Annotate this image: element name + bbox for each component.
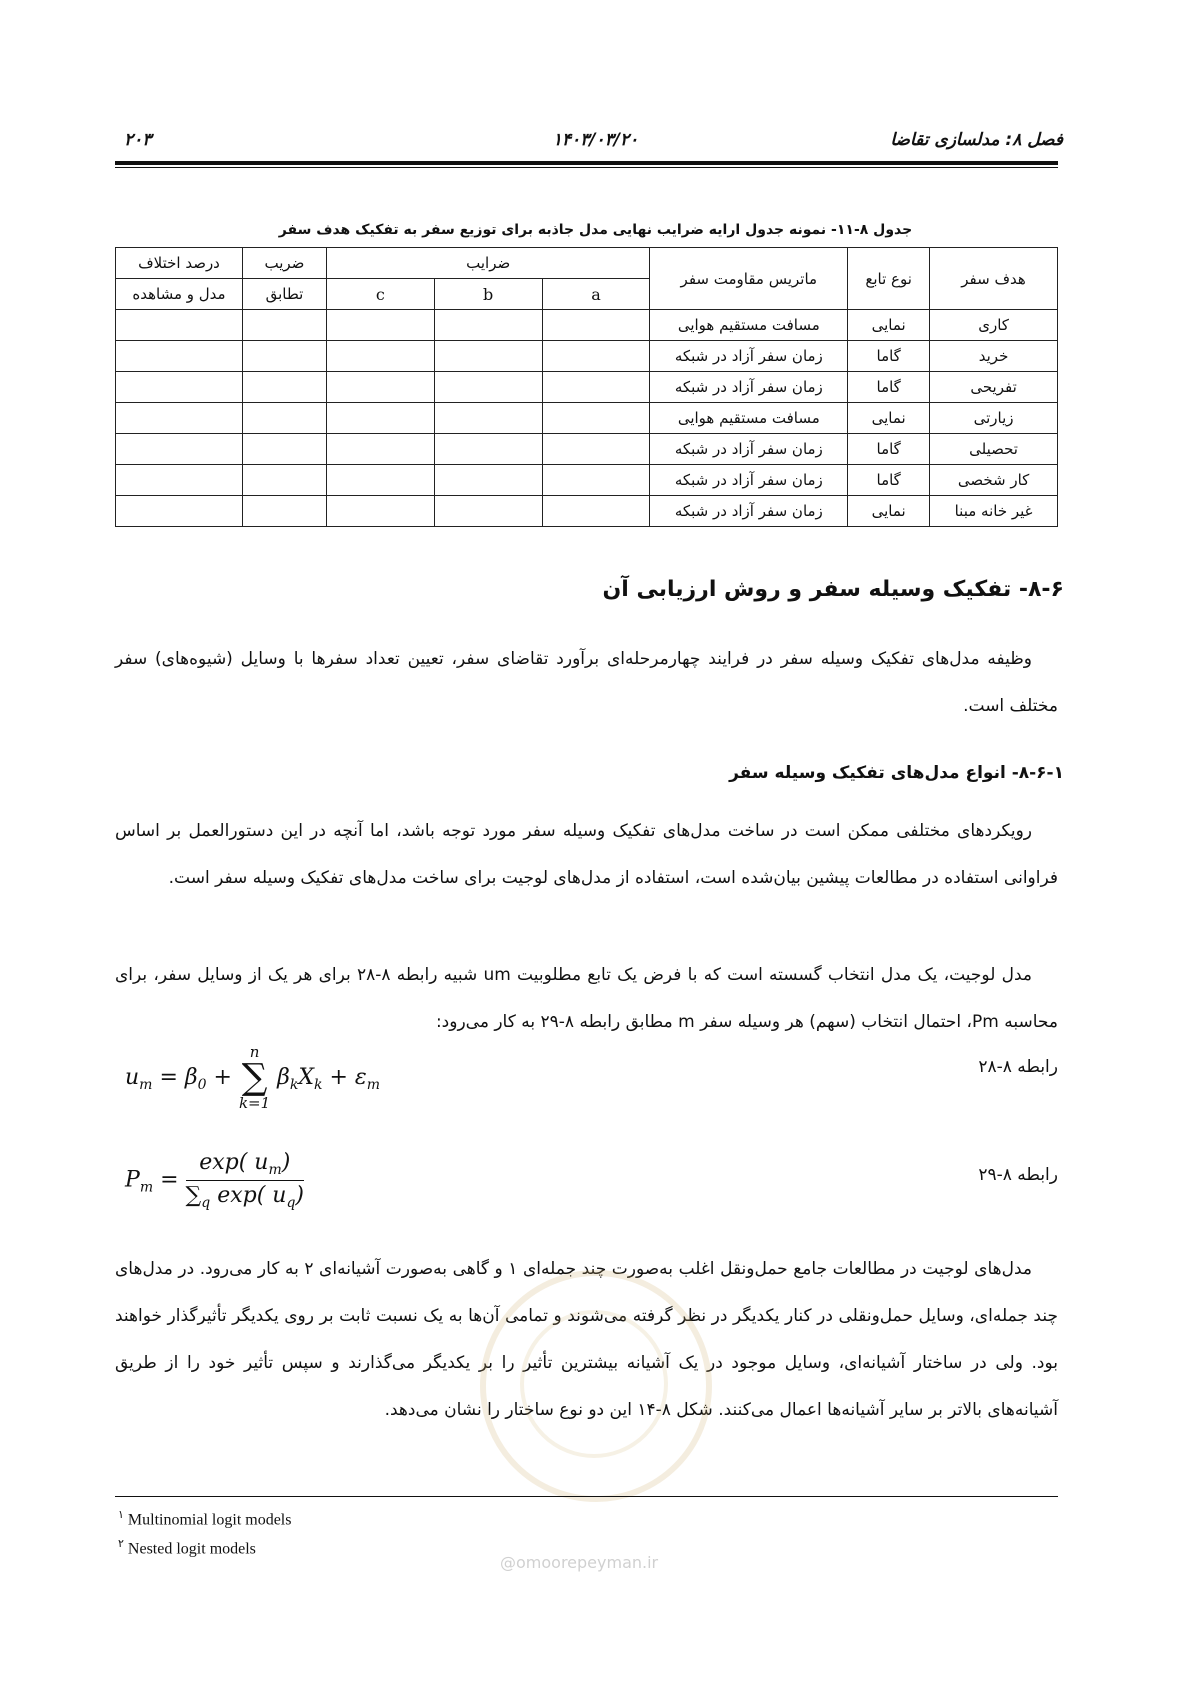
header-coef-c: c (326, 279, 434, 310)
cell-empty (542, 434, 650, 465)
footnote-1-num: ۱ (118, 1509, 124, 1521)
cell-function: گاما (848, 341, 930, 372)
paragraph-logit (115, 952, 1058, 1046)
equation-label-29: رابطه ۸-۲۹ (978, 1165, 1058, 1185)
cell-matrix: زمان سفر آزاد در شبکه (650, 434, 848, 465)
table-row (116, 403, 1058, 434)
header-coef-a: a (542, 279, 650, 310)
header-diff-line1: درصد اختلاف (116, 248, 243, 279)
cell-matrix: زمان سفر آزاد در شبکه (650, 341, 848, 372)
section-heading: ۸-۶- تفکیک وسیله سفر و روش ارزیابی آن (602, 577, 1064, 602)
cell-empty (434, 310, 542, 341)
footnote-1-text: Multinomial logit models (127, 1511, 292, 1529)
cell-empty (242, 310, 326, 341)
equation-utility: $u_m = \beta_0$ + n ∑ k=1 $\beta_kX_k + \varepsilon_m$ (125, 1043, 381, 1112)
footnote-rule (115, 1496, 1058, 1497)
page-number: ۲۰۳ (124, 130, 152, 150)
gravity-coefficients-table (115, 247, 1058, 527)
cell-matrix: زمان سفر آزاد در شبکه (650, 496, 848, 527)
cell-purpose: تفریحی (930, 372, 1058, 403)
table-header-row (116, 248, 1058, 279)
cell-empty (242, 372, 326, 403)
cell-function: نمایی (848, 496, 930, 527)
equation-probability: $P_m$ = $\frac{\exp( u_m)}{\sum_q \exp( u_q)}$ (125, 1150, 305, 1211)
header-coef-b: b (434, 279, 542, 310)
cell-purpose: غیر خانه مبنا (930, 496, 1058, 527)
cell-matrix: مسافت مستقیم هوایی (650, 310, 848, 341)
cell-empty (434, 465, 542, 496)
cell-function: نمایی (848, 403, 930, 434)
cell-purpose: کاری (930, 310, 1058, 341)
paragraph-nested-text: مدل‌های لوجیت در مطالعات جامع حمل‌ونقل اغلب به‌صورت چند جمله‌ای ۱ و گاهی به‌صورت آشیانه‌ای ۲ به کار می‌رود. در مدل‌های چند جمله‌ای، وسایل حمل‌ونقلی در کنار یکدیگر در نظر گرفته می‌شوند و تمامی آن‌ها به یک نسبت ثابت بر روی یکدیگر تأثیرگذار خواهند بود. ولی در ساختار آشیانه‌ای، وسایل موجود در یک آشیانه بیشترین تأثیر را بر یکدیگر می‌گذارند و سپس تأثیر خود را از طریق آشیانه‌های بالاتر بر سایر آشیانه‌ها اعمال می‌کنند. شکل ۸-۱۴ این دو نوع ساختار را نشان می‌دهد. (115, 1259, 1058, 1420)
cell-empty (434, 341, 542, 372)
header-trip-purpose: هدف سفر (930, 248, 1058, 310)
cell-empty (242, 434, 326, 465)
cell-function: گاما (848, 434, 930, 465)
cell-matrix: زمان سفر آزاد در شبکه (650, 465, 848, 496)
header-function-type: نوع تابع (848, 248, 930, 310)
cell-empty (542, 403, 650, 434)
footnote-2-num: ۲ (118, 1538, 124, 1550)
cell-purpose: تحصیلی (930, 434, 1058, 465)
header-rule-thin (115, 167, 1058, 168)
cell-empty (542, 341, 650, 372)
cell-empty (326, 403, 434, 434)
cell-empty (116, 496, 243, 527)
table-row (116, 434, 1058, 465)
header-diff-line2: مدل و مشاهده (116, 279, 243, 310)
cell-empty (116, 310, 243, 341)
cell-empty (326, 434, 434, 465)
cell-empty (326, 341, 434, 372)
header-fit-line2: تطابق (242, 279, 326, 310)
cell-empty (116, 465, 243, 496)
cell-empty (434, 496, 542, 527)
cell-empty (326, 465, 434, 496)
cell-purpose: خرید (930, 341, 1058, 372)
cell-empty (326, 496, 434, 527)
cell-purpose: زیارتی (930, 403, 1058, 434)
table-row (116, 341, 1058, 372)
cell-empty (542, 372, 650, 403)
cell-empty (116, 434, 243, 465)
cell-empty (116, 341, 243, 372)
watermark-text: @omoorepeyman.ir (500, 1553, 659, 1572)
cell-empty (434, 434, 542, 465)
cell-function: نمایی (848, 310, 930, 341)
equation-label-28: رابطه ۸-۲۸ (978, 1057, 1058, 1077)
cell-empty (242, 403, 326, 434)
paragraph-approaches-text: رویکردهای مختلفی ممکن است در ساخت مدل‌های تفکیک وسیله سفر مورد توجه باشد، اما آنچه در این دستورالعمل بر اساس فراوانی استفاده در مطالعات پیشین بیان‌شده است، استفاده از مدل‌های لوجیت برای ساخت مدل‌های تفکیک وسیله سفر است. (115, 821, 1058, 888)
cell-empty (242, 465, 326, 496)
cell-empty (542, 465, 650, 496)
cell-empty (434, 372, 542, 403)
cell-purpose: کار شخصی (930, 465, 1058, 496)
cell-empty (116, 372, 243, 403)
table-row (116, 310, 1058, 341)
cell-matrix: مسافت مستقیم هوایی (650, 403, 848, 434)
table-row (116, 496, 1058, 527)
table-caption: جدول ۸-۱۱- نمونه جدول ارایه ضرایب نهایی مدل جاذبه برای توزیع سفر به تفکیک هدف سفر (278, 222, 913, 238)
paragraph-intro-text: وظیفه مدل‌های تفکیک وسیله سفر در فرایند چهارمرحله‌ای برآورد تقاضای سفر، تعیین تعداد سفرها با وسایل (شیوه‌های) سفر مختلف است. (115, 649, 1058, 716)
cell-empty (326, 372, 434, 403)
cell-empty (542, 496, 650, 527)
cell-function: گاما (848, 465, 930, 496)
footnote-1 (118, 1508, 291, 1529)
footnote-2 (118, 1537, 256, 1558)
cell-function: گاما (848, 372, 930, 403)
header-rule (115, 161, 1058, 165)
table-row (116, 465, 1058, 496)
paragraph-approaches (115, 808, 1058, 902)
cell-empty (326, 310, 434, 341)
cell-empty (242, 341, 326, 372)
paragraph-intro (115, 636, 1058, 730)
cell-empty (242, 496, 326, 527)
footnote-2-text: Nested logit models (127, 1540, 256, 1558)
subsection-heading: ۸-۶-۱- انواع مدل‌های تفکیک وسیله سفر (729, 763, 1064, 783)
header-fit-line1: ضریب (242, 248, 326, 279)
cell-matrix: زمان سفر آزاد در شبکه (650, 372, 848, 403)
header-coefficients: ضرایب (326, 248, 650, 279)
table-row (116, 372, 1058, 403)
header-resistance-matrix: ماتریس مقاومت سفر (650, 248, 848, 310)
cell-empty (434, 403, 542, 434)
watermark-seal-inner (520, 1310, 668, 1458)
cell-empty (542, 310, 650, 341)
cell-empty (116, 403, 243, 434)
chapter-title: فصل ۸: مدلسازی تقاضا (890, 130, 1063, 150)
header-date: ۱۴۰۳/۰۳/۲۰ (552, 130, 639, 150)
paragraph-logit-text: مدل لوجیت، یک مدل انتخاب گسسته است که با فرض یک تابع مطلوبیت um شبیه رابطه ۸-۲۸ برای هر یک از وسایل سفر، برای محاسبه Pm، احتمال انتخاب (سهم) هر وسیله سفر m مطابق رابطه ۸-۲۹ به کار می‌رود: (115, 965, 1058, 1032)
